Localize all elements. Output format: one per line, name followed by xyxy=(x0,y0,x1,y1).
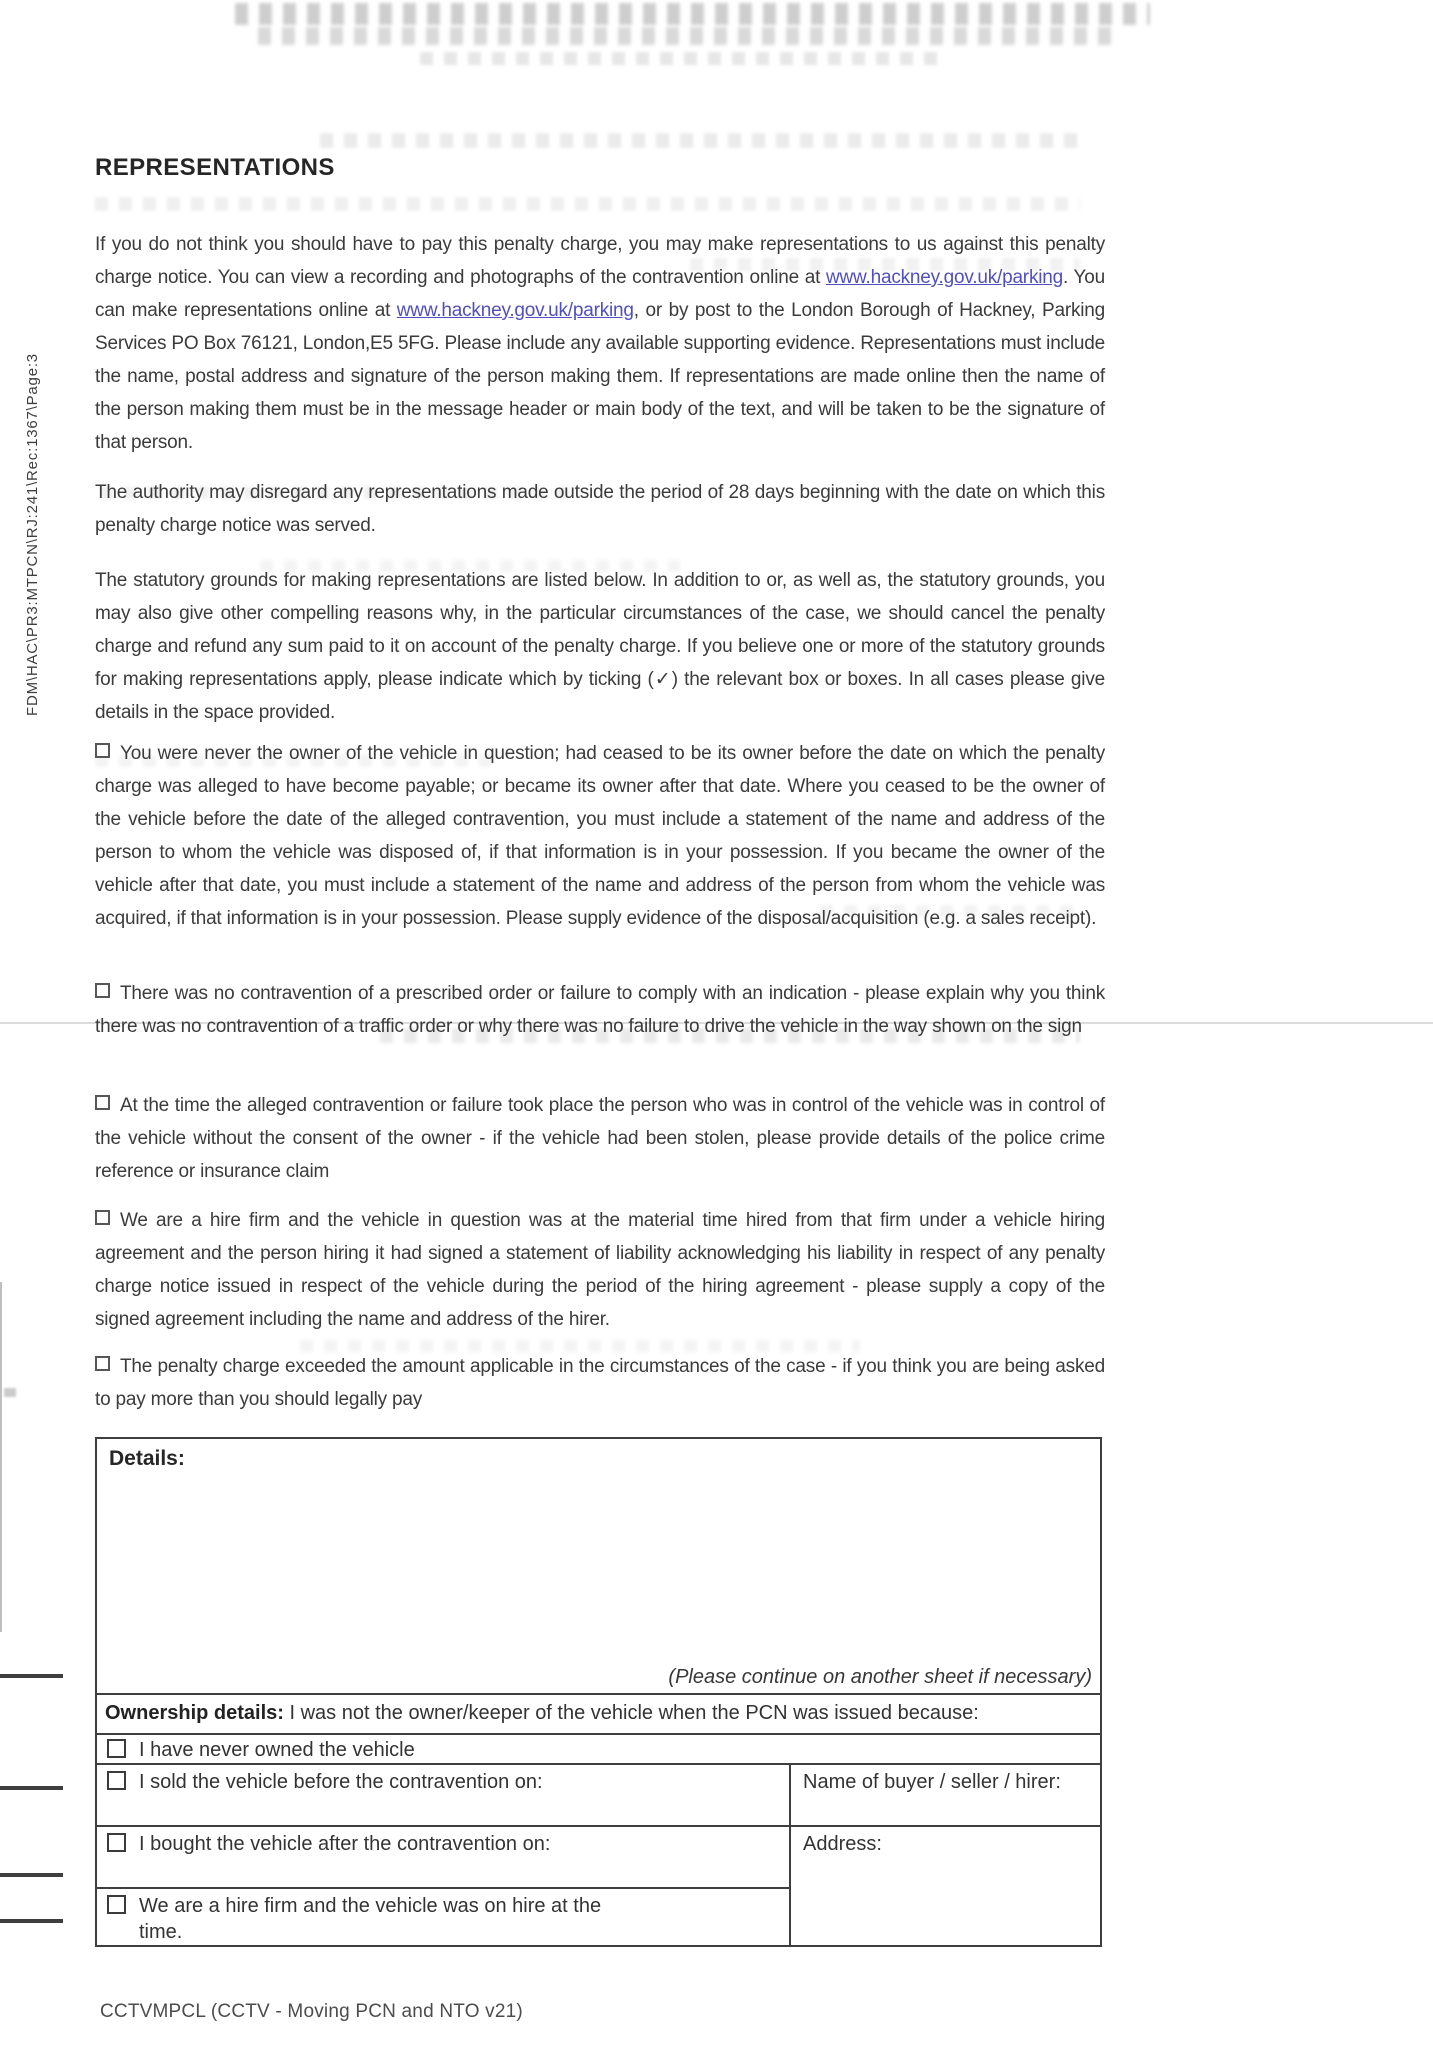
intro-text-3: , or by post to the London Borough of Hackney, Parking Services PO Box 76121, London,E5 5FG. Please include any available supporting evidence. Representations must include the name, postal address and signature of the person making them. If representations are made online then the name of the person making them must be in the message header or main body of the text, and will be taken to be the signature of that person. xyxy=(95,300,1105,453)
registration-mark xyxy=(0,1674,63,1678)
ground-no-contravention xyxy=(95,977,1105,1043)
table-border xyxy=(97,1887,789,1889)
bleed-through-smudge xyxy=(235,3,1150,25)
registration-mark xyxy=(0,1873,63,1877)
checkbox-icon[interactable] xyxy=(95,1095,110,1110)
ground-text: You were never the owner of the vehicle in question; had ceased to be its owner before the date on which the penalty charge was alleged to have become payable; or became its owner after that date. Where you ceased to be the owner of the vehicle before the date of the alleged contravention, you must include a statement of the name and address of the person to whom the vehicle was disposed of, if that information is in your possession. If you became the owner of the vehicle after that date, you must include a statement of the name and address of the person from whom the vehicle was acquired, if that information is in your possession. Please supply evidence of the disposal/acquisition (e.g. a sales receipt). xyxy=(95,743,1105,929)
ground-no-consent xyxy=(95,1089,1105,1188)
scan-edge-artifact xyxy=(0,1282,2,1632)
hackney-parking-link-2[interactable]: www.hackney.gov.uk/parking xyxy=(396,300,634,321)
row-never-owned-label: I have never owned the vehicle xyxy=(139,1739,415,1761)
intro-text-1: If you do not think you should have to pay this penalty charge, you may make representations to us against this penalty charge notice. You can view a recording and photographs of the contravention online at xyxy=(95,234,1105,288)
hackney-parking-link-1[interactable]: www.hackney.gov.uk/parking xyxy=(826,267,1063,288)
form-code-footer: CCTVMPCL (CCTV - Moving PCN and NTO v21) xyxy=(100,2001,523,2022)
bleed-through-smudge xyxy=(420,52,940,65)
ownership-table xyxy=(95,1693,1102,1947)
checkbox-icon[interactable] xyxy=(95,1210,110,1225)
scan-edge-artifact xyxy=(4,1388,16,1397)
checkbox-icon[interactable] xyxy=(107,1895,126,1914)
disregard-paragraph: The authority may disregard any representations made outside the period of 28 days beginning with the date on which this penalty charge notice was served. xyxy=(95,482,1105,536)
ground-text: There was no contravention of a prescribed order or failure to comply with an indication - please explain why you think there was no contravention of a traffic order or why there was no failure to drive the vehicle in the way shown on the sign xyxy=(95,983,1105,1037)
bleed-through-smudge xyxy=(320,133,1080,148)
ownership-header xyxy=(105,1702,979,1725)
bleed-through-smudge xyxy=(95,197,1080,211)
table-border xyxy=(97,1733,1100,1735)
registration-mark xyxy=(0,1919,63,1923)
checkbox-icon[interactable] xyxy=(107,1833,126,1852)
table-border xyxy=(97,1825,1100,1827)
row-sold-label: I sold the vehicle before the contravention on: xyxy=(139,1771,543,1793)
table-border xyxy=(789,1763,791,1945)
checkbox-icon[interactable] xyxy=(95,1356,110,1371)
details-box[interactable] xyxy=(95,1437,1102,1695)
intro-paragraph xyxy=(95,228,1105,459)
details-label: Details: xyxy=(109,1447,185,1470)
ownership-header-text: I was not the owner/keeper of the vehicle when the PCN was issued because: xyxy=(283,1702,979,1724)
ground-text: The penalty charge exceeded the amount applicable in the circumstances of the case - if you think you are being asked to pay more than you should legally pay xyxy=(95,1356,1105,1410)
checkbox-icon[interactable] xyxy=(107,1739,126,1758)
row-hire-firm-label: We are a hire firm and the vehicle was on hire at the time. xyxy=(139,1895,602,1943)
ground-charge-exceeded xyxy=(95,1350,1105,1416)
ground-text: At the time the alleged contravention or failure took place the person who was in control of the vehicle was in control of the vehicle without the consent of the owner - if the vehicle had been stolen, please provide details of the police crime reference or insurance claim xyxy=(95,1095,1105,1182)
checkbox-icon[interactable] xyxy=(107,1771,126,1790)
checkbox-icon[interactable] xyxy=(95,743,110,758)
bleed-through-smudge xyxy=(258,27,1118,45)
checkbox-icon[interactable] xyxy=(95,983,110,998)
sidebar-reference-code: FDM\HAC\PR3:MTPCN\RJ:241\Rec:1367\Page:3 xyxy=(24,353,41,716)
address-label: Address: xyxy=(803,1833,882,1855)
row-bought-label: I bought the vehicle after the contravention on: xyxy=(139,1833,551,1855)
intro-text-2: . You can make representations online at xyxy=(95,267,1105,321)
ground-hire-firm xyxy=(95,1204,1105,1336)
table-border xyxy=(97,1763,1100,1765)
continue-note: (Please continue on another sheet if necessary) xyxy=(668,1666,1092,1688)
registration-mark xyxy=(0,1786,63,1790)
ground-text: We are a hire firm and the vehicle in question was at the material time hired from that firm under a vehicle hiring agreement and the person hiring it had signed a statement of liability acknowledging his liability in respect of any penalty charge notice issued in respect of the vehicle during the period of the hiring agreement - please supply a copy of the signed agreement including the name and address of the hirer. xyxy=(95,1210,1105,1330)
ownership-header-label: Ownership details: xyxy=(105,1702,284,1724)
page-title: REPRESENTATIONS xyxy=(95,154,335,181)
statutory-paragraph: The statutory grounds for making representations are listed below. In addition to or, as well as, the statutory grounds, you may also give other compelling reasons why, in the particular circumstances of the case, we should cancel the penalty charge and refund any sum paid to it on account of the penalty charge. If you believe one or more of the statutory grounds for making representations apply, please indicate which by ticking (✓) the relevant box or boxes. In all cases please give details in the space provided. xyxy=(95,570,1105,723)
ground-never-owner xyxy=(95,737,1105,935)
name-of-buyer-label: Name of buyer / seller / hirer: xyxy=(803,1771,1061,1793)
